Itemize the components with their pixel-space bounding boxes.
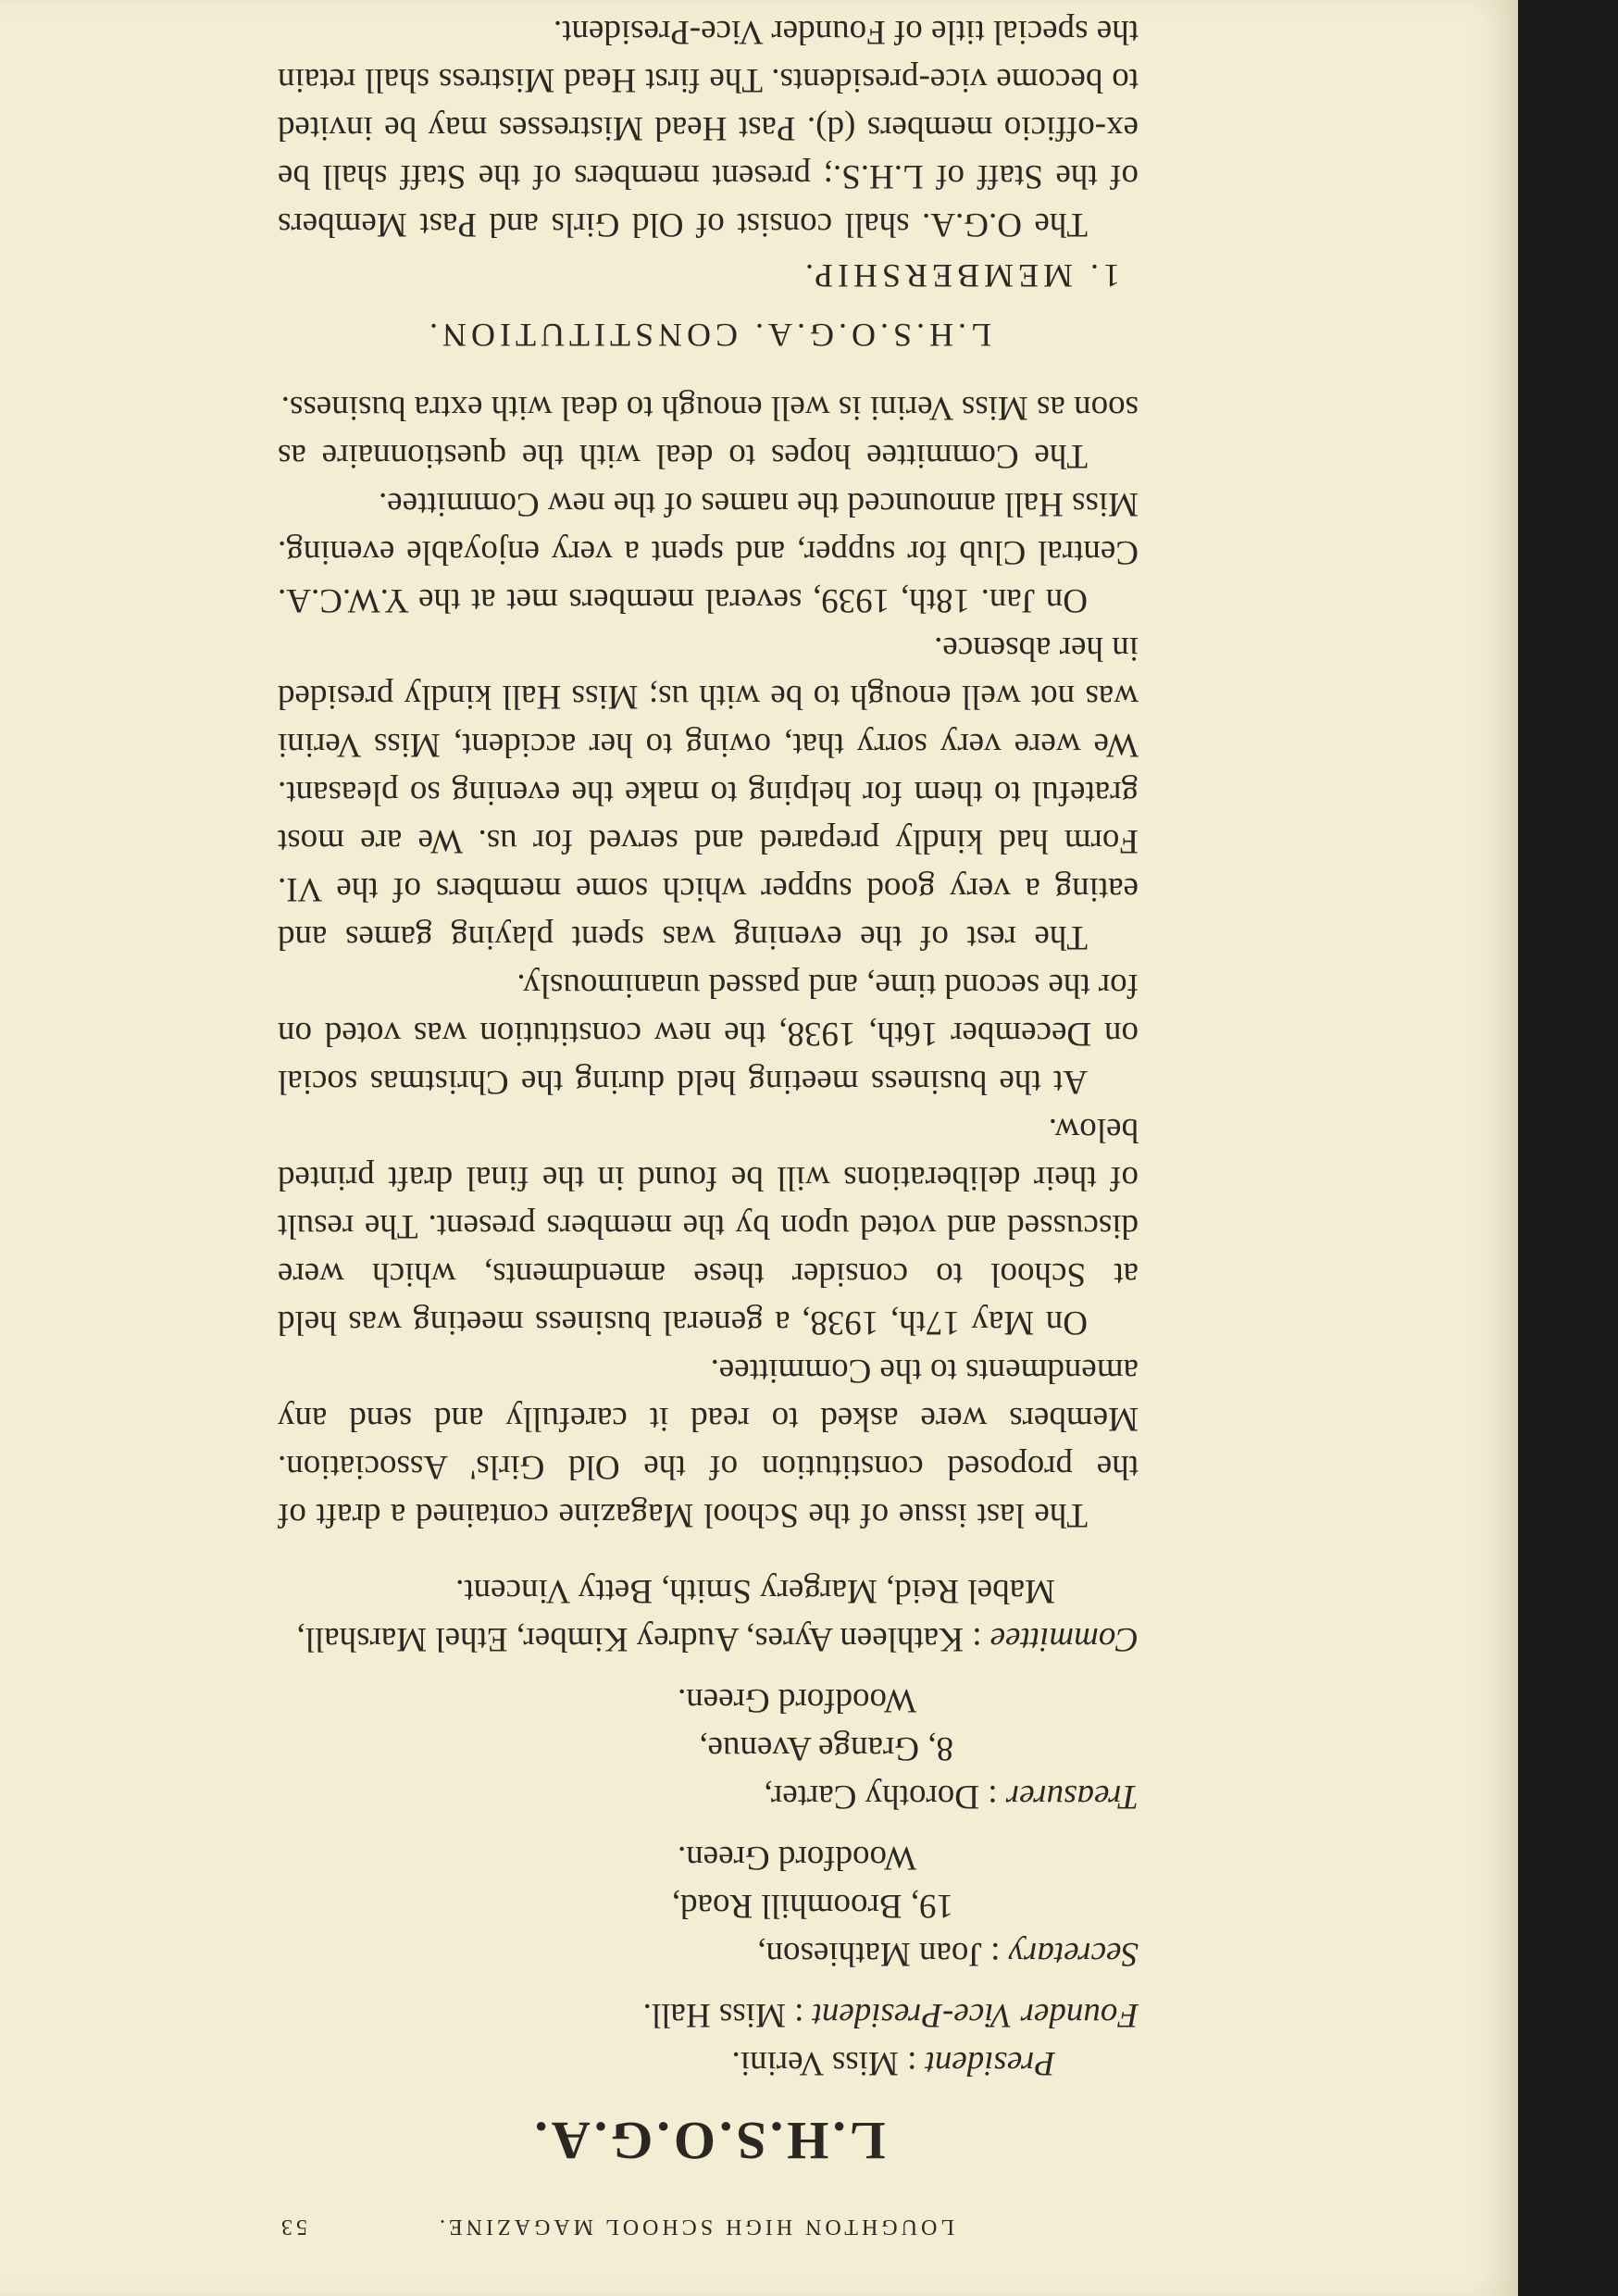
treasurer-address-1: 8, Grange Avenue, (699, 1729, 953, 1767)
paragraph: The rest of the evening was spent playing games and eating a very good supper which some members of the VI. Form had kindly prepared and served for us. We are most grateful to them for helping to make the evening so pleasant. We were very sorry that, owing to her accident, Miss Verini was not well enough to be with us; Miss Hall kindly presided in her absence. (278, 630, 1139, 956)
colon: : (963, 1620, 990, 1658)
committee-names-1: Kathleen Ayres, Audrey Kimber, Ethel Marshall, (296, 1620, 964, 1658)
colon: : (785, 1996, 813, 2034)
membership-heading: 1. MEMBERSHIP. (800, 257, 1120, 294)
paragraph: The last issue of the School Magazine contained a draft of the proposed constitution of the Old Girls' Association. Members were asked to read it carefully and send any amendments to the Committee. (278, 1352, 1139, 1534)
secretary-name: Joan Mathieson, (757, 1935, 982, 1973)
treasurer-name: Dorothy Carter, (764, 1778, 979, 1816)
constitution-heading: L.H.S.O.G.A. CONSTITUTION. (425, 317, 991, 354)
paragraph: On Jan. 18th, 1939, several members met at the Y.W.C.A. Central Club for supper, and spent a very enjoyable evening. Miss Hall announced the names of the new Committee. (278, 485, 1139, 619)
secretary-line (278, 1929, 1139, 1978)
president-role: President (925, 2044, 1055, 2082)
paragraph: At the business meeting held during the Christmas social on December 16th, 1938, the new constitution was voted on for the second time, and passed unanimously. (278, 967, 1139, 1101)
committee-line (278, 1615, 1139, 1663)
president-name: Miss Verini. (731, 2044, 899, 2082)
colon: : (981, 1935, 1009, 1973)
president-line (278, 2039, 1139, 2087)
secretary-address-2: Woodford Green. (678, 1839, 916, 1877)
committee-role: Committee (989, 1620, 1139, 1658)
treasurer-address-2: Woodford Green. (678, 1681, 916, 1719)
page-number: 53 (278, 2215, 307, 2239)
text-block (278, 7, 1139, 2240)
page-title: L.H.S.O.G.A. (530, 2111, 886, 2171)
committee-names-2: Mabel Reid, Margery Smith, Betty Vincent. (455, 1572, 1055, 1610)
running-title: LOUGHTON HIGH SCHOOL MAGAZINE. (436, 2215, 954, 2239)
founder-vp-role: Founder Vice-President (812, 1996, 1139, 2034)
secretary-address-1: 19, Broomhill Road, (671, 1887, 953, 1925)
paragraph: The Committee hopes to deal with the questionnaire as soon as Miss Verini is well enough to deal with extra business. (278, 389, 1139, 475)
secretary-role: Secretary (1008, 1935, 1139, 1973)
founder-vp-name: Miss Hall. (642, 1996, 786, 2034)
colon: : (978, 1778, 1006, 1816)
membership-paragraph: The O.G.A. shall consist of Old Girls and Past Members of the Staff of L.H.S.; present members of the Staff shall be ex-officio members (d). Past Head Mistresses may be invited to become vice-presidents. The first Head Mistress shall retain the special title of Founder Vice-President. (278, 13, 1139, 243)
paragraph: On May 17th, 1938, a general business meeting was held at School to consider these amendments, which were discussed and voted upon by the members present. The result of their deliberations will be found in the final draft printed below. (278, 1111, 1139, 1341)
treasurer-role: Treasurer (1005, 1778, 1139, 1816)
colon: : (898, 2044, 926, 2082)
founder-vp-line (278, 1990, 1139, 2039)
treasurer-line (278, 1772, 1139, 1820)
running-header (278, 2213, 1139, 2240)
